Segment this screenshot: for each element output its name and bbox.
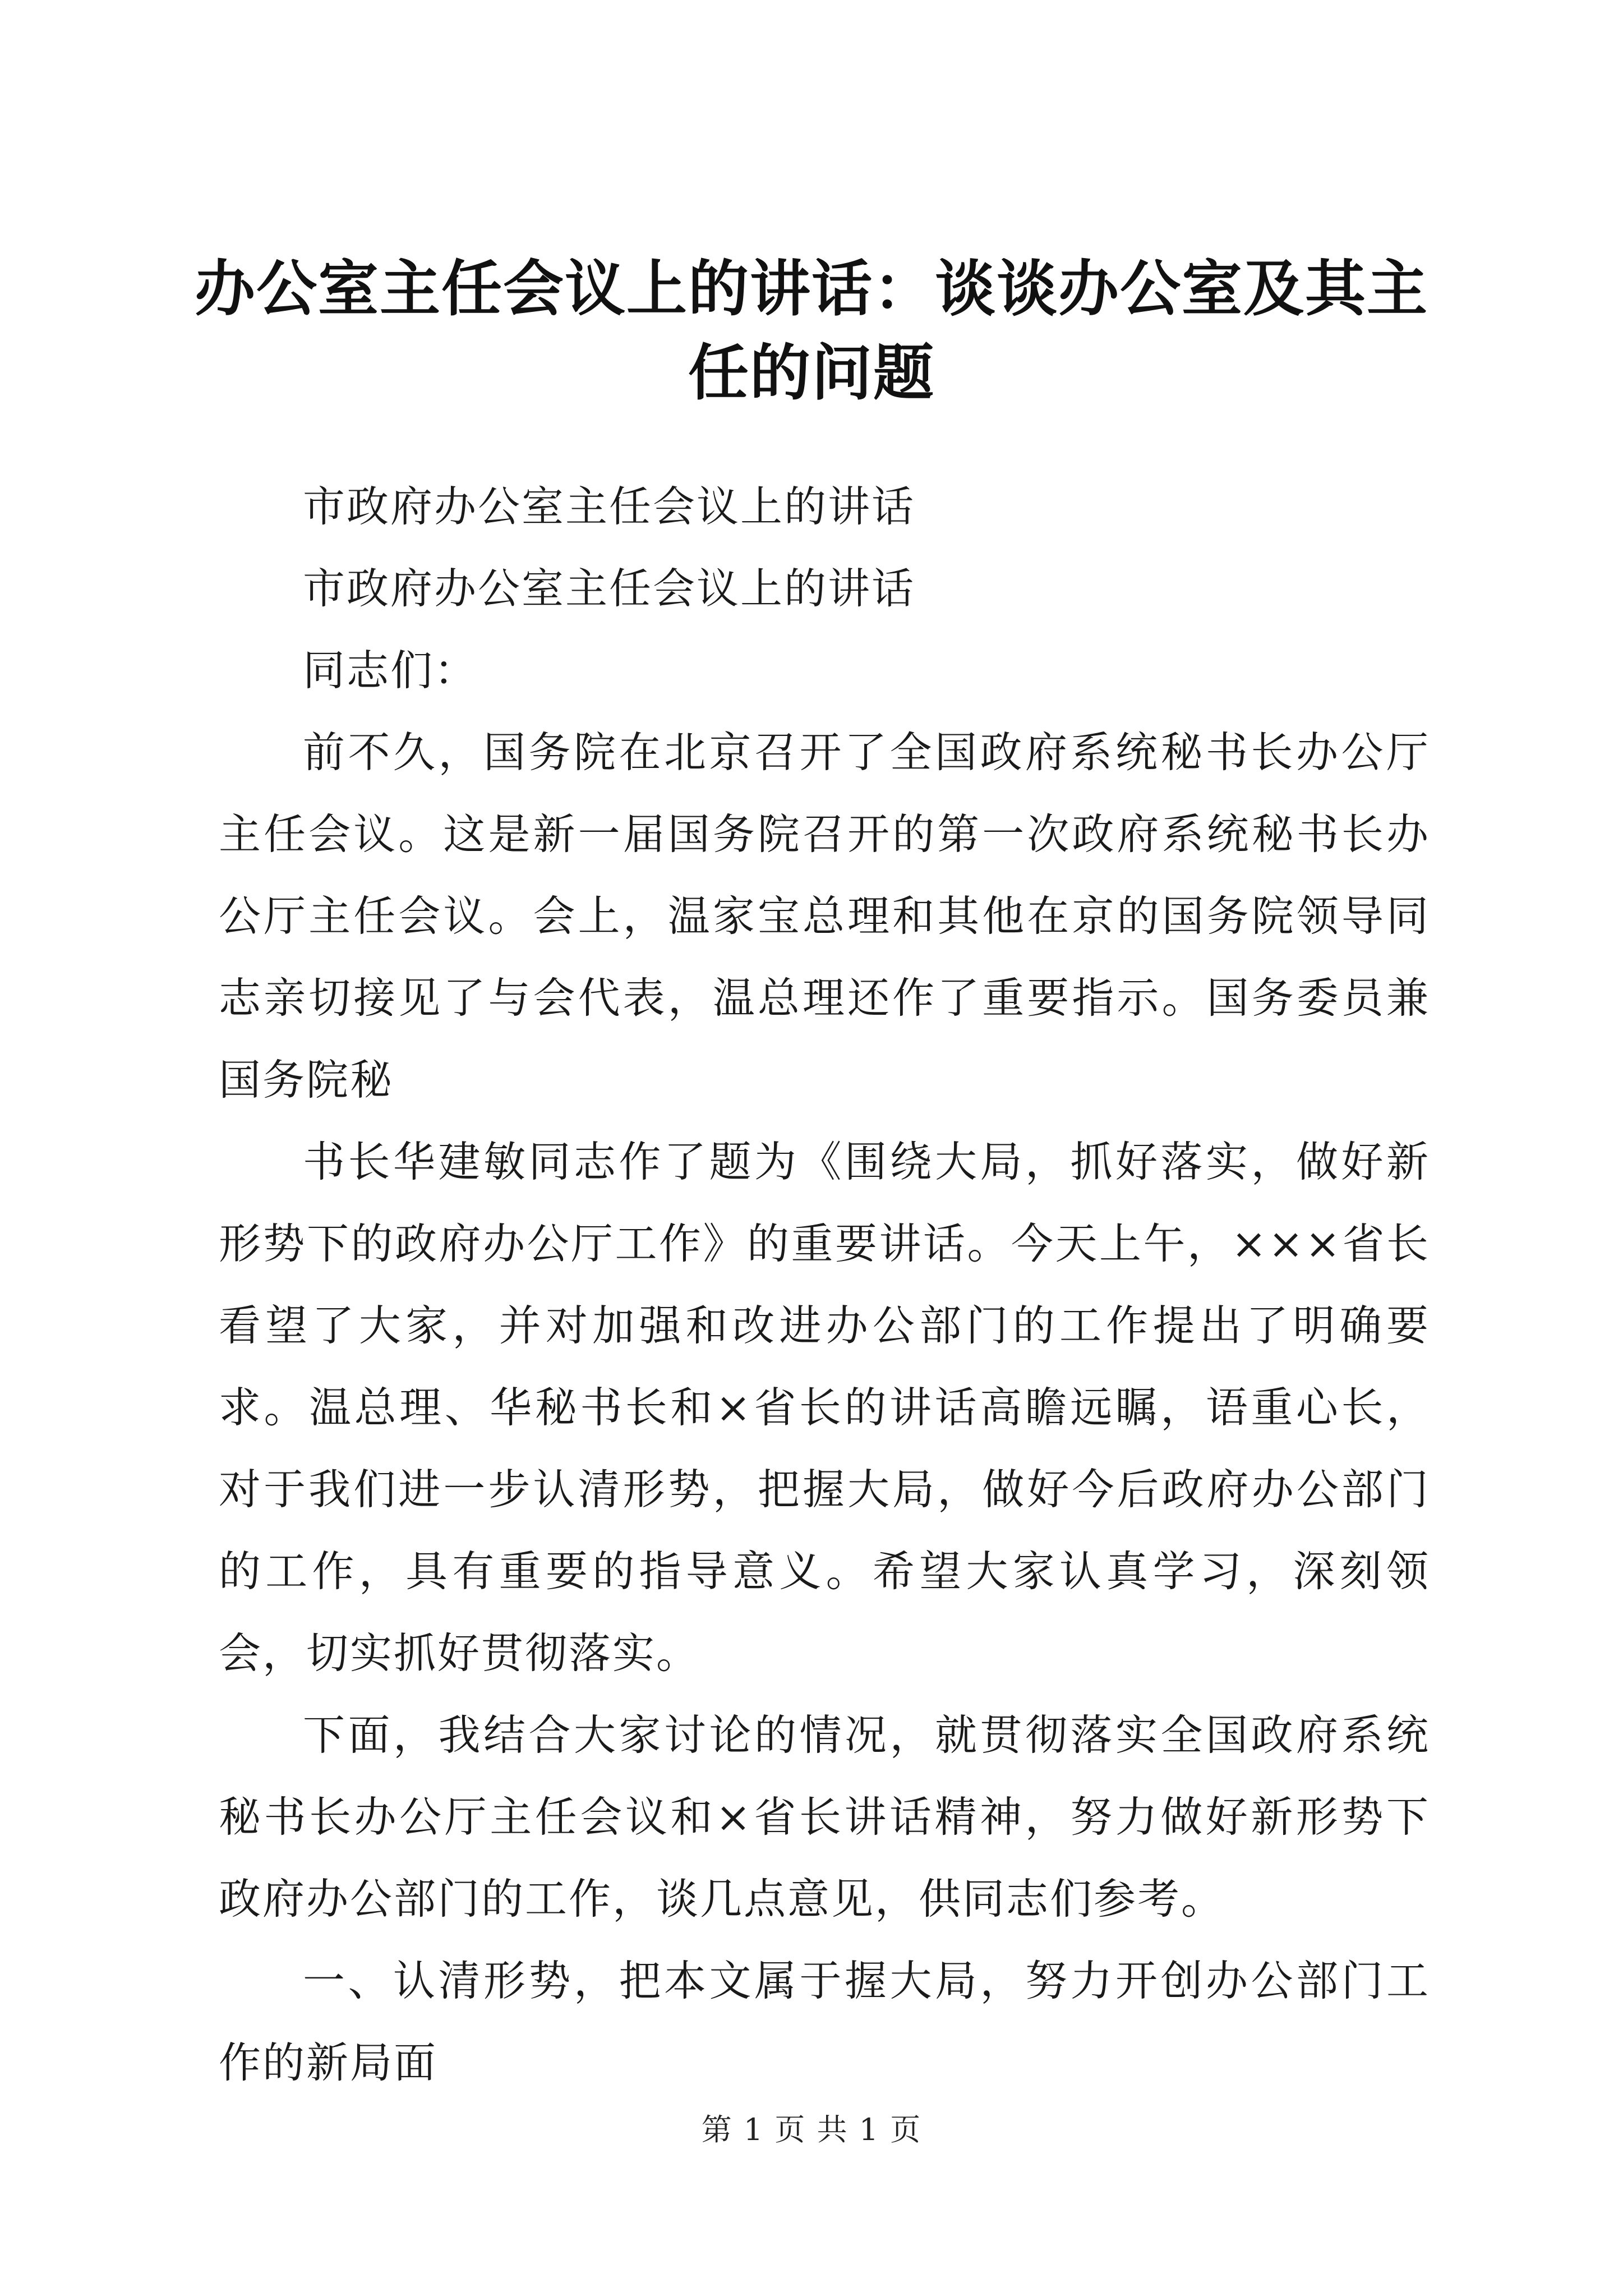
- paragraph-section-heading: 一、认清形势，把本文属于握大局，努力开创办公部门工作的新局面: [219, 1956, 1430, 2087]
- paragraph-subtitle-2: 市政府办公室主任会议上的讲话: [303, 564, 916, 613]
- paragraph-salutation: 同志们：: [303, 646, 478, 695]
- page-footer: 第 1 页 共 1 页: [701, 2112, 922, 2147]
- paragraph-subtitle-1: 市政府办公室主任会议上的讲话: [303, 482, 916, 531]
- paragraph-3: 下面，我结合大家讨论的情况，就贯彻落实全国政府系统秘书长办公厅主任会议和×省长讲话精神，努力做好新形势下政府办公部门的工作，谈几点意见，供同志们参考。: [219, 1710, 1430, 1924]
- document-title: 办公室主任会议上的讲话：谈谈办公室及其主任的问题: [194, 254, 1428, 408]
- document-body: [219, 466, 1430, 2104]
- paragraph-2: 书长华建敏同志作了题为《围绕大局，抓好落实，做好新形势下的政府办公厅工作》的重要讲话。今天上午，×××省长看望了大家，并对加强和改进办公部门的工作提出了明确要求。温总理、华秘书长和×省长的讲话高瞻远瞩，语重心长，对于我们进一步认清形势，把握大局，做好今后政府办公部门的工作，具有重要的指导意义。希望大家认真学习，深刻领会，切实抓好贯彻落实。: [219, 1137, 1430, 1678]
- paragraph-1: 前不久，国务院在北京召开了全国政府系统秘书长办公厅主任会议。这是新一届国务院召开的第一次政府系统秘书长办公厅主任会议。会上，温家宝总理和其他在京的国务院领导同志亲切接见了与会代表，温总理还作了重要指示。国务委员兼国务院秘: [219, 728, 1430, 1105]
